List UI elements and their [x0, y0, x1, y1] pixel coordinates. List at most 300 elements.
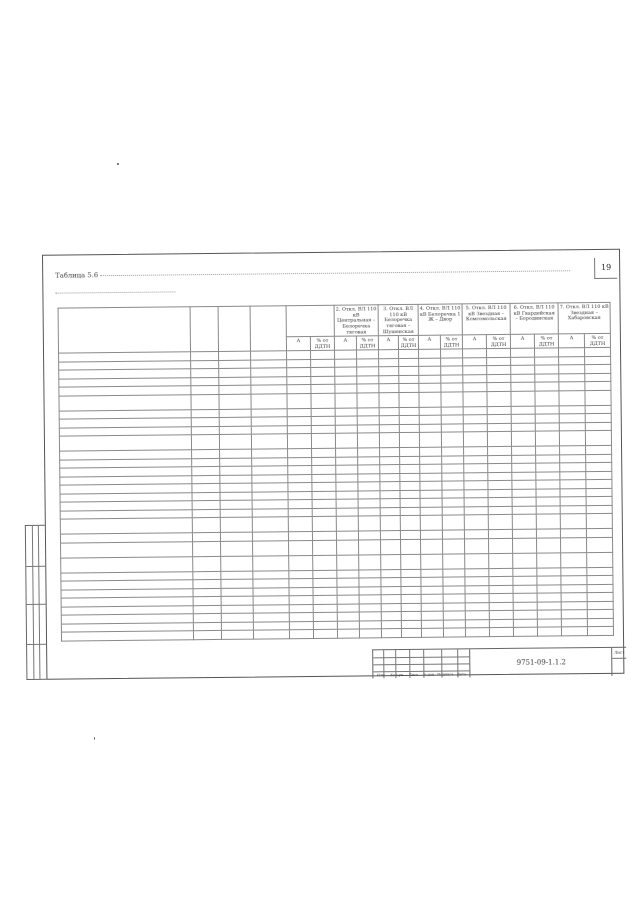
value-cell — [561, 576, 587, 585]
subheader-pct: % от ДДТН — [356, 336, 378, 351]
value-cell — [192, 467, 220, 476]
element-name-cell — [59, 395, 191, 411]
value-cell — [561, 627, 587, 636]
value-cell — [358, 457, 380, 466]
value-cell — [221, 580, 253, 589]
value-cell — [559, 414, 585, 423]
value-cell — [464, 507, 488, 516]
value-cell — [587, 552, 613, 567]
value-cell — [513, 577, 537, 586]
title-block-label: Подпись — [437, 672, 454, 677]
value-cell — [399, 350, 419, 359]
value-cell — [465, 628, 489, 637]
value-cell — [420, 456, 442, 465]
value-cell — [288, 466, 312, 475]
value-cell — [421, 569, 443, 578]
value-cell — [400, 473, 420, 482]
value-cell — [559, 382, 585, 391]
value-cell — [337, 629, 359, 638]
value-cell — [487, 349, 511, 358]
value-cell — [419, 424, 441, 433]
value-cell — [512, 481, 536, 490]
subheader-a: А — [462, 335, 486, 350]
value-cell — [381, 570, 401, 579]
value-cell — [561, 553, 587, 568]
value-cell — [220, 492, 252, 501]
subheader-pct: % от ДДТН — [534, 334, 558, 349]
value-cell — [289, 570, 313, 579]
value-cell — [561, 619, 587, 628]
value-cell — [311, 425, 335, 434]
value-cell — [421, 603, 443, 612]
value-cell — [488, 489, 512, 498]
sheet-label: Лист — [612, 648, 626, 659]
header-param — [218, 306, 250, 352]
value-cell — [336, 448, 358, 457]
value-cell — [357, 350, 379, 359]
value-cell — [381, 555, 401, 570]
value-cell — [287, 351, 311, 360]
document-code: 9751-09-1.1.2 — [469, 648, 612, 677]
value-cell — [359, 578, 381, 587]
value-cell — [487, 406, 511, 415]
value-cell — [535, 414, 559, 423]
value-cell — [287, 408, 311, 417]
header-regime: 4. Откл. ВЛ 110 кВ Белоречка 1 Ж – Двор — [418, 304, 462, 336]
value-cell — [312, 483, 336, 492]
binding-margin-table — [25, 525, 47, 680]
value-cell — [511, 349, 535, 358]
value-cell — [312, 517, 336, 532]
value-cell — [193, 571, 221, 580]
value-cell — [464, 490, 488, 499]
value-cell — [441, 407, 463, 416]
value-cell — [192, 450, 220, 459]
value-cell — [536, 529, 560, 538]
value-cell — [357, 408, 379, 417]
title-block-label: Дата — [456, 672, 467, 677]
value-cell — [419, 384, 441, 393]
value-cell — [313, 555, 337, 570]
value-cell — [357, 433, 379, 448]
value-cell — [536, 480, 560, 489]
value-cell — [587, 601, 613, 610]
value-cell — [512, 464, 536, 473]
value-cell — [220, 458, 252, 467]
element-name-cell — [61, 557, 193, 573]
value-cell — [560, 514, 586, 529]
value-cell — [379, 393, 399, 408]
value-cell — [400, 531, 420, 540]
value-cell — [193, 580, 221, 589]
value-cell — [192, 501, 220, 510]
element-name-cell — [61, 631, 193, 641]
value-cell — [443, 628, 465, 637]
value-cell — [587, 584, 613, 593]
value-cell — [464, 530, 488, 539]
value-cell — [192, 509, 220, 518]
value-cell — [442, 530, 464, 539]
value-cell — [401, 629, 421, 638]
value-cell — [587, 610, 613, 619]
value-cell — [465, 603, 489, 612]
value-cell — [381, 578, 401, 587]
load-table — [58, 302, 615, 642]
value-cell — [336, 531, 358, 540]
value-cell — [219, 360, 251, 369]
value-cell — [359, 570, 381, 579]
value-cell — [288, 500, 312, 509]
value-cell — [311, 434, 335, 449]
value-cell — [192, 518, 220, 533]
value-cell — [220, 533, 252, 542]
value-cell — [441, 375, 463, 384]
value-cell — [511, 415, 535, 424]
value-cell — [559, 423, 585, 432]
value-cell — [488, 447, 512, 456]
subheader-a: А — [418, 335, 440, 350]
value-cell — [419, 433, 441, 448]
value-cell — [251, 368, 287, 377]
value-cell — [463, 366, 487, 375]
value-cell — [359, 629, 381, 638]
value-cell — [220, 475, 252, 484]
value-cell — [537, 585, 561, 594]
value-cell — [221, 571, 253, 580]
value-cell — [585, 422, 611, 431]
header-regime — [286, 305, 334, 337]
subheader-pct: % от ДДТН — [486, 335, 510, 350]
value-cell — [464, 515, 488, 530]
value-cell — [252, 466, 288, 475]
value-cell — [420, 465, 442, 474]
value-cell — [442, 490, 464, 499]
table-caption-lead: Таблица 5.6 — [55, 271, 99, 280]
value-cell — [357, 416, 379, 425]
value-cell — [401, 539, 421, 554]
value-cell — [560, 463, 586, 472]
value-cell — [513, 553, 537, 568]
value-cell — [586, 446, 612, 455]
value-cell — [463, 392, 487, 407]
value-cell — [253, 571, 289, 580]
value-cell — [488, 455, 512, 464]
value-cell — [311, 417, 335, 426]
value-cell — [251, 377, 287, 386]
value-cell — [313, 596, 337, 605]
page-number: 19 — [594, 258, 617, 279]
header-regime: 2. Откл. ВЛ 110 кВ Центральная – Белоречка тяговая — [335, 306, 377, 336]
value-cell — [221, 541, 253, 556]
value-cell — [489, 611, 513, 620]
value-cell — [401, 578, 421, 587]
value-cell — [464, 464, 488, 473]
value-cell — [335, 393, 357, 408]
value-cell — [442, 498, 464, 507]
value-cell — [335, 425, 357, 434]
value-cell — [380, 491, 400, 500]
value-cell — [289, 621, 313, 630]
value-cell — [536, 455, 560, 464]
value-cell — [335, 384, 357, 393]
value-cell — [221, 614, 253, 623]
value-cell — [358, 516, 380, 531]
value-cell — [560, 446, 586, 455]
value-cell — [357, 376, 379, 385]
document-sheet — [22, 249, 626, 683]
value-cell — [219, 369, 251, 378]
value-cell — [560, 455, 586, 464]
value-cell — [358, 508, 380, 517]
value-cell — [289, 630, 313, 639]
value-cell — [336, 491, 358, 500]
value-cell — [401, 620, 421, 629]
value-cell — [312, 449, 336, 458]
value-cell — [311, 351, 335, 360]
value-cell — [337, 621, 359, 630]
value-cell — [560, 489, 586, 498]
value-cell — [420, 499, 442, 508]
value-cell — [487, 415, 511, 424]
value-cell — [381, 604, 401, 613]
value-cell — [380, 531, 400, 540]
value-cell — [512, 455, 536, 464]
value-cell — [420, 448, 442, 457]
value-cell — [421, 612, 443, 621]
value-cell — [465, 569, 489, 578]
value-cell — [191, 360, 219, 369]
subheader-pct: % от ДДТН — [398, 336, 418, 350]
value-cell — [441, 424, 463, 433]
value-cell — [465, 611, 489, 620]
value-cell — [287, 359, 311, 368]
value-cell — [464, 498, 488, 507]
subheader-a: А — [286, 337, 310, 352]
value-cell — [400, 465, 420, 474]
value-cell — [288, 517, 312, 532]
value-cell — [585, 382, 611, 391]
value-cell — [560, 480, 586, 489]
value-cell — [335, 408, 357, 417]
value-cell — [193, 614, 221, 623]
value-cell — [191, 409, 219, 418]
value-cell — [420, 490, 442, 499]
value-cell — [221, 631, 253, 640]
value-cell — [288, 532, 312, 541]
value-cell — [586, 514, 612, 529]
value-cell — [561, 593, 587, 602]
value-cell — [191, 377, 219, 386]
value-cell — [537, 593, 561, 602]
value-cell — [587, 627, 613, 636]
value-cell — [359, 555, 381, 570]
value-cell — [586, 471, 612, 480]
value-cell — [585, 348, 611, 357]
value-cell — [251, 385, 287, 394]
value-cell — [513, 594, 537, 603]
value-cell — [192, 458, 220, 467]
value-cell — [335, 350, 357, 359]
value-cell — [559, 406, 585, 415]
value-cell — [400, 507, 420, 516]
value-cell — [337, 578, 359, 587]
value-cell — [443, 577, 465, 586]
value-cell — [380, 448, 400, 457]
value-cell — [220, 467, 252, 476]
value-cell — [535, 348, 559, 357]
value-cell — [488, 472, 512, 481]
value-cell — [421, 620, 443, 629]
value-cell — [586, 497, 612, 506]
value-cell — [399, 433, 419, 448]
value-cell — [587, 537, 613, 552]
value-cell — [489, 628, 513, 637]
value-cell — [358, 491, 380, 500]
value-cell — [192, 492, 220, 501]
caption-unreadable-text — [100, 270, 570, 277]
value-cell — [252, 458, 288, 467]
value-cell — [419, 392, 441, 407]
value-cell — [464, 473, 488, 482]
value-cell — [420, 473, 442, 482]
value-cell — [336, 474, 358, 483]
value-cell — [513, 585, 537, 594]
value-cell — [252, 509, 288, 518]
value-cell — [512, 489, 536, 498]
value-cell — [311, 359, 335, 368]
header-regime: 3. Откл. ВЛ 110 кВ Белоречка тяговая – Шушенская — [378, 304, 418, 336]
value-cell — [487, 374, 511, 383]
value-cell — [535, 423, 559, 432]
value-cell — [253, 588, 289, 597]
value-cell — [585, 365, 611, 374]
value-cell — [336, 499, 358, 508]
value-cell — [511, 357, 535, 366]
value-cell — [312, 532, 336, 541]
value-cell — [252, 517, 288, 532]
value-cell — [359, 595, 381, 604]
value-cell — [419, 416, 441, 425]
value-cell — [358, 474, 380, 483]
value-cell — [400, 448, 420, 457]
value-cell — [419, 358, 441, 367]
value-cell — [359, 621, 381, 630]
value-cell — [287, 425, 311, 434]
title-block-label: № док. — [423, 672, 436, 677]
value-cell — [535, 391, 559, 406]
value-cell — [586, 454, 612, 463]
value-cell — [288, 449, 312, 458]
value-cell — [513, 568, 537, 577]
value-cell — [420, 516, 442, 531]
value-cell — [287, 393, 311, 408]
value-cell — [535, 382, 559, 391]
value-cell — [193, 541, 221, 556]
value-cell — [380, 499, 400, 508]
value-cell — [288, 483, 312, 492]
value-cell — [380, 465, 400, 474]
value-cell — [311, 393, 335, 408]
value-cell — [442, 481, 464, 490]
value-cell — [313, 630, 337, 639]
value-cell — [587, 593, 613, 602]
value-cell — [587, 567, 613, 576]
value-cell — [465, 577, 489, 586]
value-cell — [379, 376, 399, 385]
value-cell — [253, 556, 289, 571]
value-cell — [193, 622, 221, 631]
value-cell — [488, 498, 512, 507]
value-cell — [191, 369, 219, 378]
value-cell — [221, 588, 253, 597]
value-cell — [559, 365, 585, 374]
value-cell — [311, 408, 335, 417]
value-cell — [289, 604, 313, 613]
value-cell — [251, 434, 287, 449]
value-cell — [192, 475, 220, 484]
value-cell — [442, 464, 464, 473]
value-cell — [312, 508, 336, 517]
value-cell — [585, 405, 611, 414]
value-cell — [443, 620, 465, 629]
scan-speck — [94, 737, 95, 740]
value-cell — [536, 497, 560, 506]
value-cell — [312, 466, 336, 475]
value-cell — [357, 359, 379, 368]
value-cell — [536, 463, 560, 472]
title-block-label: Лист — [408, 672, 418, 677]
value-cell — [586, 505, 612, 514]
value-cell — [287, 385, 311, 394]
subheader-a: А — [558, 334, 584, 349]
value-cell — [421, 595, 443, 604]
value-cell — [192, 484, 220, 493]
value-cell — [313, 540, 337, 555]
value-cell — [585, 356, 611, 365]
value-cell — [488, 506, 512, 515]
value-cell — [400, 499, 420, 508]
value-cell — [441, 358, 463, 367]
value-cell — [560, 506, 586, 515]
value-cell — [401, 569, 421, 578]
value-cell — [489, 553, 513, 568]
value-cell — [421, 629, 443, 638]
value-cell — [287, 417, 311, 426]
value-cell — [219, 435, 251, 450]
drawing-frame — [42, 249, 624, 680]
value-cell — [559, 357, 585, 366]
value-cell — [442, 473, 464, 482]
value-cell — [358, 482, 380, 491]
value-cell — [191, 352, 219, 361]
value-cell — [312, 474, 336, 483]
value-cell — [511, 423, 535, 432]
value-cell — [337, 604, 359, 613]
value-cell — [380, 508, 400, 517]
value-cell — [253, 630, 289, 639]
value-cell — [537, 602, 561, 611]
value-cell — [465, 594, 489, 603]
value-cell — [219, 352, 251, 361]
value-cell — [441, 349, 463, 358]
value-cell — [311, 368, 335, 377]
value-cell — [191, 426, 219, 435]
value-cell — [488, 481, 512, 490]
value-cell — [219, 386, 251, 395]
value-cell — [561, 568, 587, 577]
value-cell — [489, 594, 513, 603]
value-cell — [380, 516, 400, 531]
